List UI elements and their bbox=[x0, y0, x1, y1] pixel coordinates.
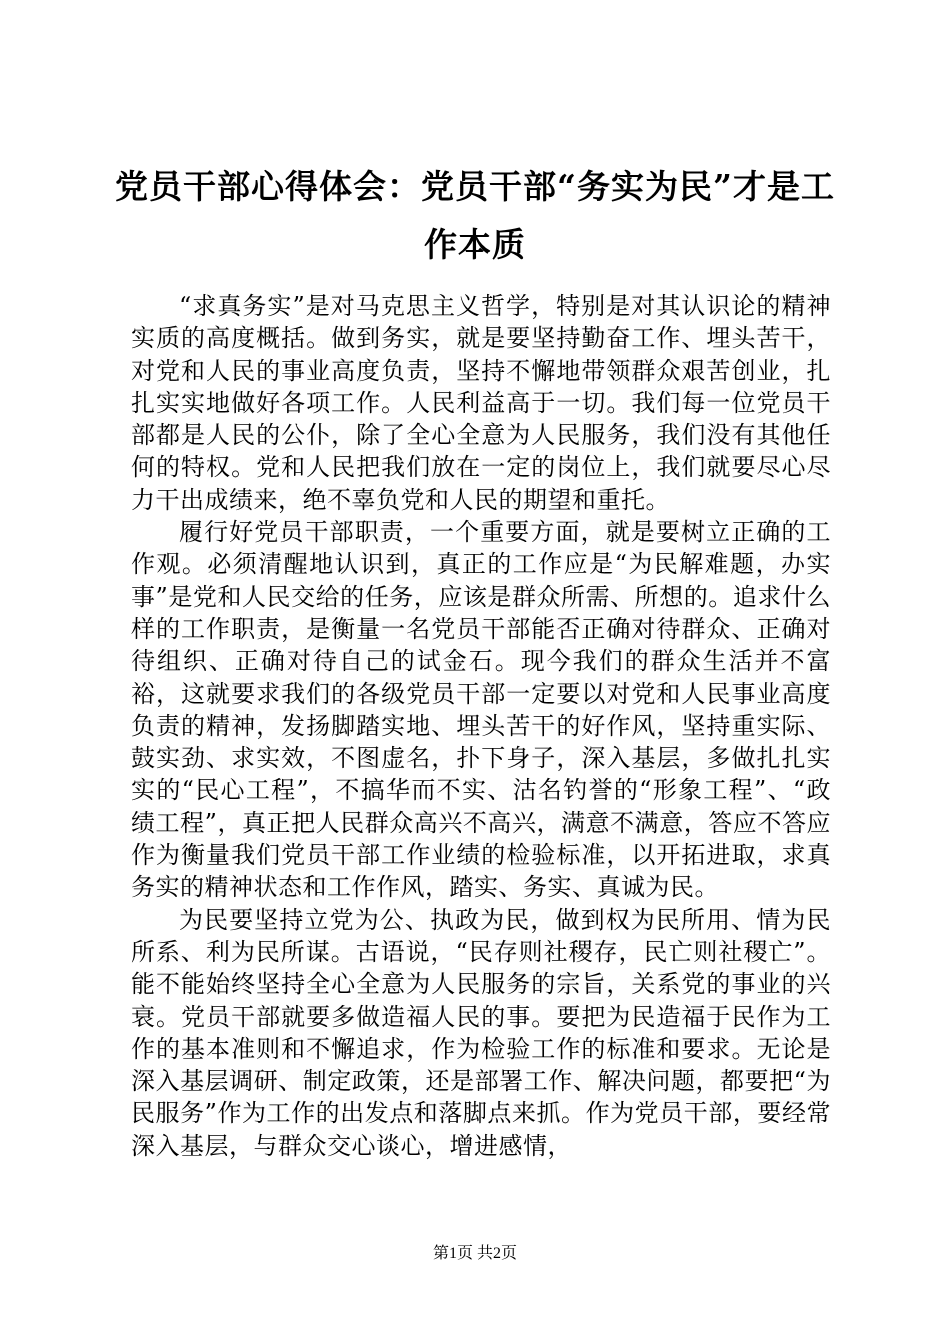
paragraph-3: 为民要坚持立党为公、执政为民，做到权为民所用、情为民所系、利为民所谋。古语说，“民存则社稷存，民亡则社稷亡”。能不能始终坚持全心全意为人民服务的宗旨，关系党的事业的兴衰。党员干部就要多做造福人民的事。要把为民造福于民作为工作的基本准则和不懈追求，作为检验工作的标准和要求。无论是深入基层调研、制定政策，还是部署工作、解决问题，都要把“为民服务”作为工作的出发点和落脚点来抓。作为党员干部，要经常深入基层，与群众交心谈心，增进感情， bbox=[131, 905, 831, 1160]
page-footer bbox=[0, 1243, 950, 1265]
document-title: 党员干部心得体会：党员干部“务实为民”才是工作本质 bbox=[115, 167, 835, 264]
document-body bbox=[131, 290, 831, 1162]
paragraph-2: 履行好党员干部职责，一个重要方面，就是要树立正确的工作观。必须清醒地认识到，真正的工作应是“为民解难题，办实事”是党和人民交给的任务，应该是群众所需、所想的。追求什么样的工作职责，是衡量一名党员干部能否正确对待群众、正确对待组织、正确对待自己的试金石。现今我们的群众生活并不富裕，这就要求我们的各级党员干部一定要以对党和人民事业高度负责的精神，发扬脚踏实地、埋头苦干的好作风，坚持重实际、鼓实劲、求实效，不图虚名，扑下身子，深入基层，多做扎扎实实的“民心工程”，不搞华而不实、沽名钓誉的“形象工程”、“政绩工程”，真正把人民群众高兴不高兴，满意不满意，答应不答应作为衡量我们党员干部工作业绩的检验标准，以开拓进取，求真务实的精神状态和工作作风，踏实、务实、真诚为民。 bbox=[131, 518, 831, 902]
page-indicator: 第1页 共2页 bbox=[432, 1245, 517, 1262]
paragraph-1: “求真务实”是对马克思主义哲学，特别是对其认识论的精神实质的高度概括。做到务实，就是要坚持勤奋工作、埋头苦干，对党和人民的事业高度负责，坚持不懈地带领群众艰苦创业，扎扎实实地做好各项工作。人民利益高于一切。我们每一位党员干部都是人民的公仆，除了全心全意为人民服务，我们没有其他任何的特权。党和人民把我们放在一定的岗位上，我们就要尽心尽力干出成绩来，绝不辜负党和人民的期望和重托。 bbox=[131, 292, 831, 514]
